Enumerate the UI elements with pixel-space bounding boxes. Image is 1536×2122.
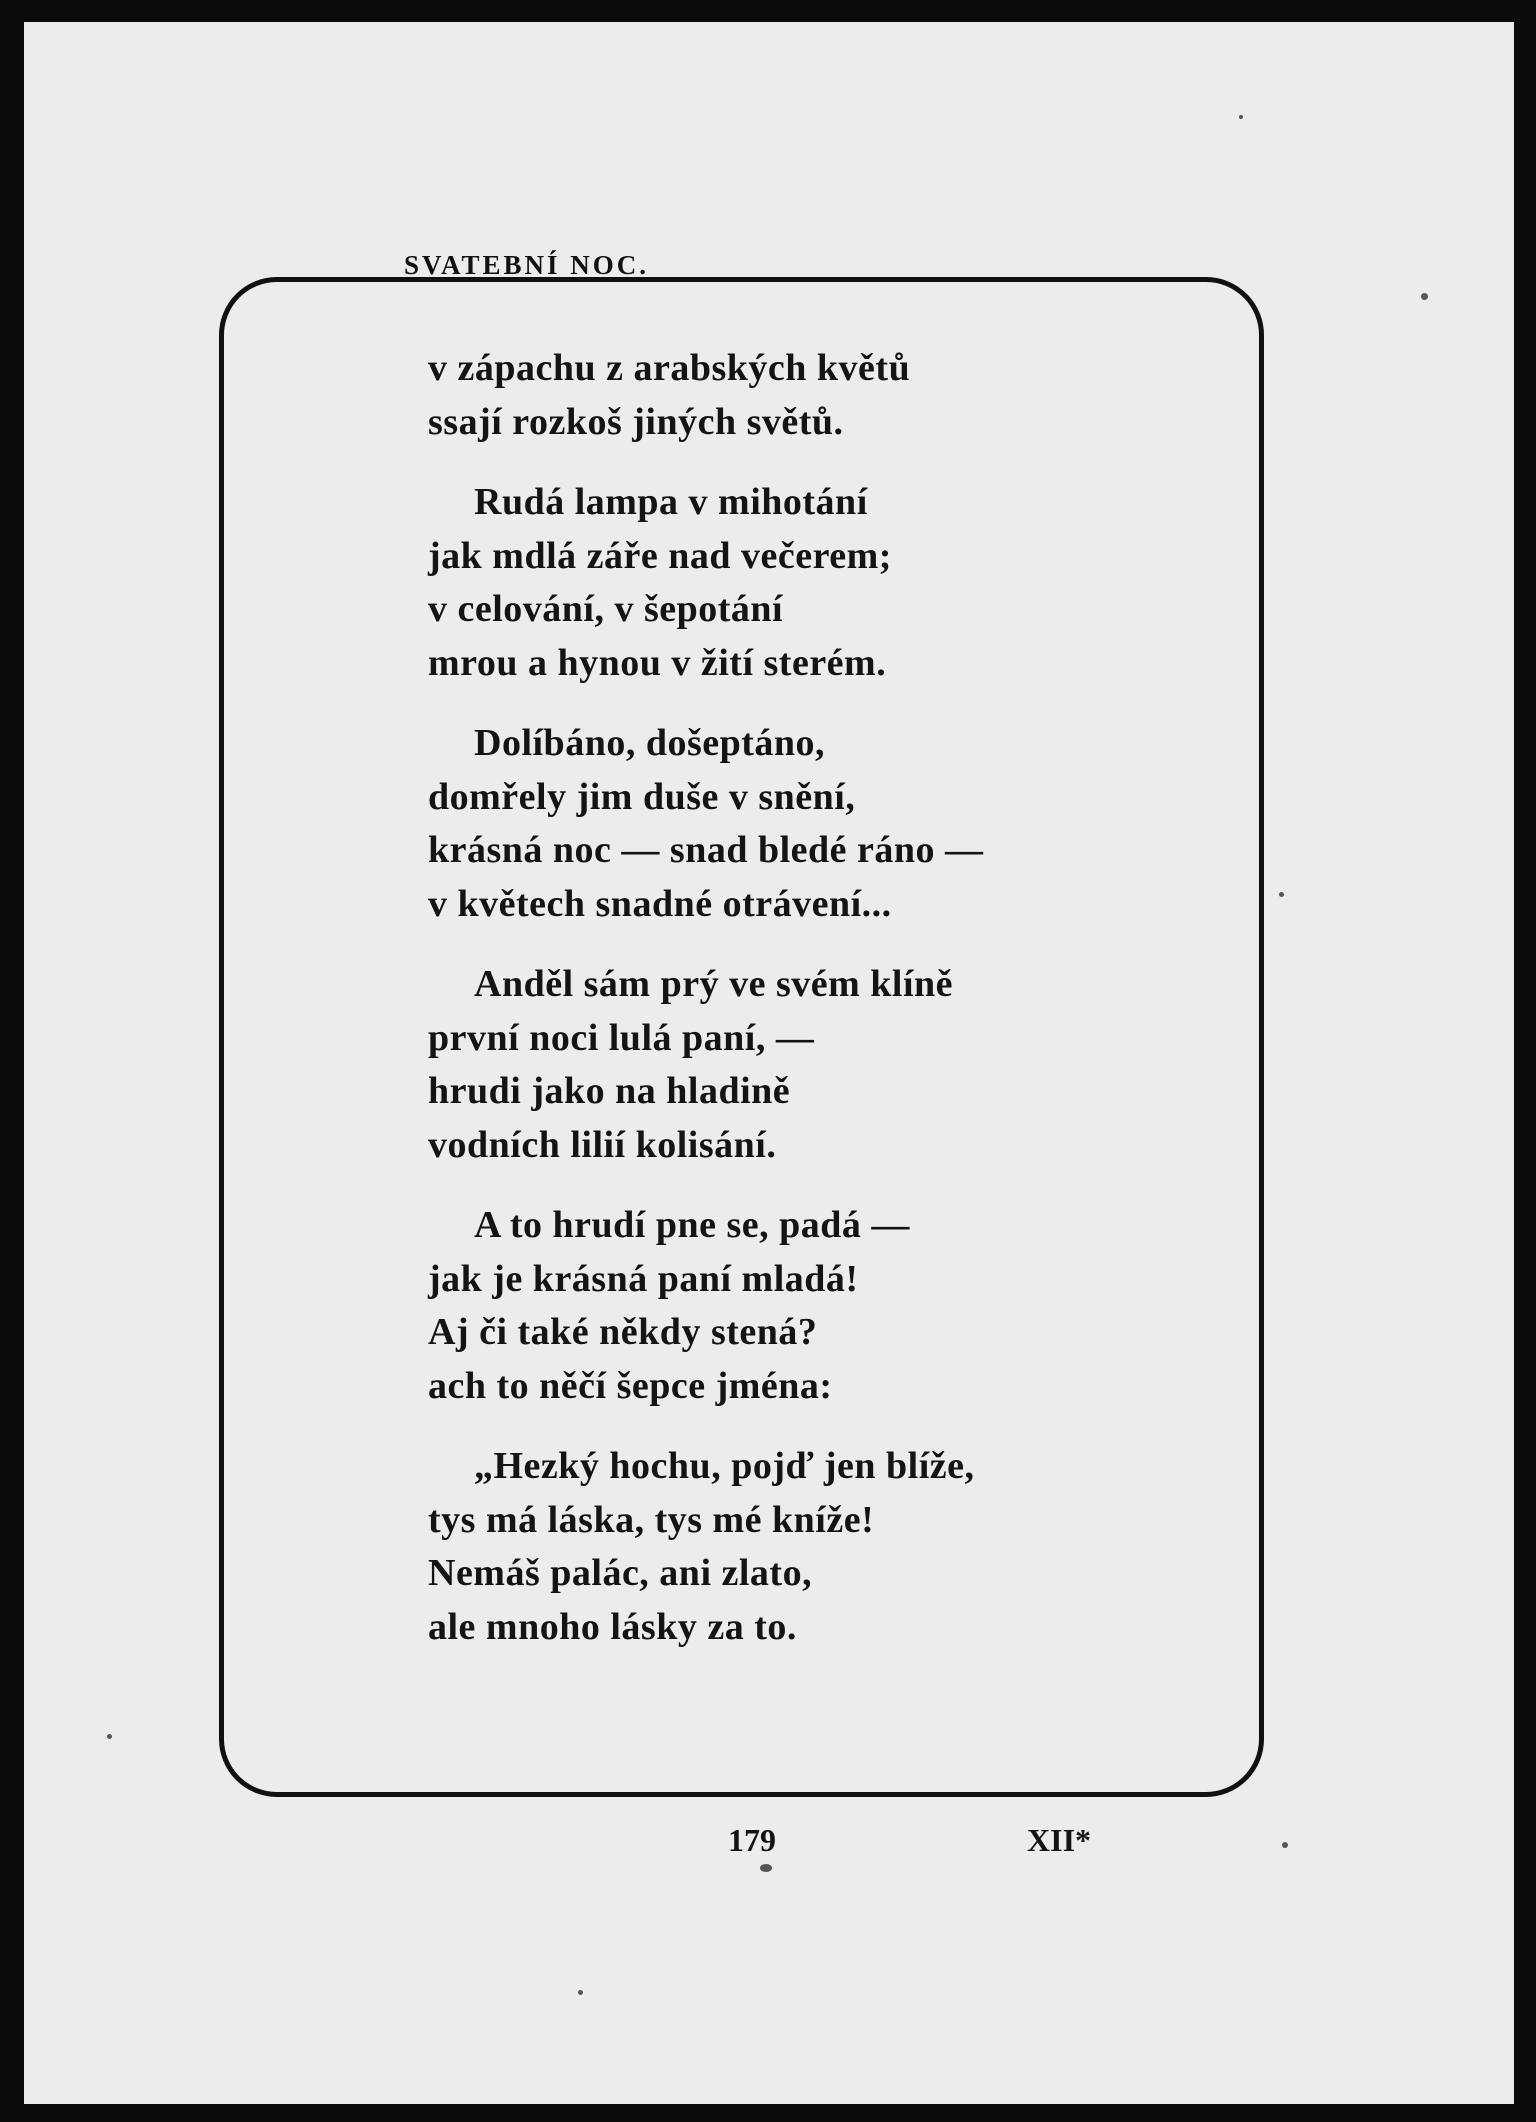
verse-line: ach to něčí šepce jména: xyxy=(428,1364,833,1407)
book-page xyxy=(24,22,1514,2104)
verse-line: ale mnoho lásky za to. xyxy=(428,1605,797,1648)
print-speck xyxy=(760,1864,772,1872)
stanza xyxy=(428,1199,1188,1413)
verse-line: vodních lilií kolisání. xyxy=(428,1123,777,1166)
verse-line: jak mdlá záře nad večerem; xyxy=(428,534,892,577)
print-speck xyxy=(578,1990,583,1995)
print-speck xyxy=(1279,892,1284,897)
poem-text xyxy=(428,342,1188,1681)
verse-line: domřely jim duše v snění, xyxy=(428,775,856,818)
print-speck xyxy=(1239,115,1243,119)
verse-line: v květech snadné otrávení... xyxy=(428,882,892,925)
verse-line: Anděl sám prý ve svém klíně xyxy=(474,963,953,1005)
stanza xyxy=(428,476,1188,690)
verse-line: A to hrudí pne se, padá — xyxy=(474,1204,910,1246)
running-title: SVATEBNÍ NOC. xyxy=(403,250,650,280)
print-speck xyxy=(107,1734,112,1739)
stanza xyxy=(428,958,1188,1172)
print-speck xyxy=(1282,1842,1288,1848)
page-number: 179 xyxy=(728,1822,776,1858)
verse-line: Aj či také někdy stená? xyxy=(428,1311,818,1353)
verse-line: ssají rozkoš jiných světů. xyxy=(428,400,844,443)
verse-line: první noci lulá paní, — xyxy=(428,1016,815,1059)
verse-line: Nemáš palác, ani zlato, xyxy=(428,1552,813,1594)
signature-mark: XII* xyxy=(1027,1822,1092,1858)
verse-line: mrou a hynou v žití sterém. xyxy=(428,641,887,684)
verse-line: Rudá lampa v mihotání xyxy=(474,481,868,523)
verse-line: v zápachu z arabských květů xyxy=(428,347,911,389)
stanza xyxy=(428,342,1188,449)
verse-line: jak je krásná paní mladá! xyxy=(428,1257,859,1300)
stanza xyxy=(428,717,1188,931)
verse-line: tys má láska, tys mé kníže! xyxy=(428,1498,875,1541)
print-speck xyxy=(1421,293,1428,300)
verse-line: hrudi jako na hladině xyxy=(428,1070,791,1112)
verse-line: krásná noc — snad bledé ráno — xyxy=(428,829,984,871)
verse-line: Dolíbáno, došeptáno, xyxy=(474,722,826,764)
verse-line: v celování, v šepotání xyxy=(428,588,784,630)
verse-line: „Hezký hochu, pojď jen blíže, xyxy=(474,1445,975,1487)
stanza xyxy=(428,1440,1188,1654)
